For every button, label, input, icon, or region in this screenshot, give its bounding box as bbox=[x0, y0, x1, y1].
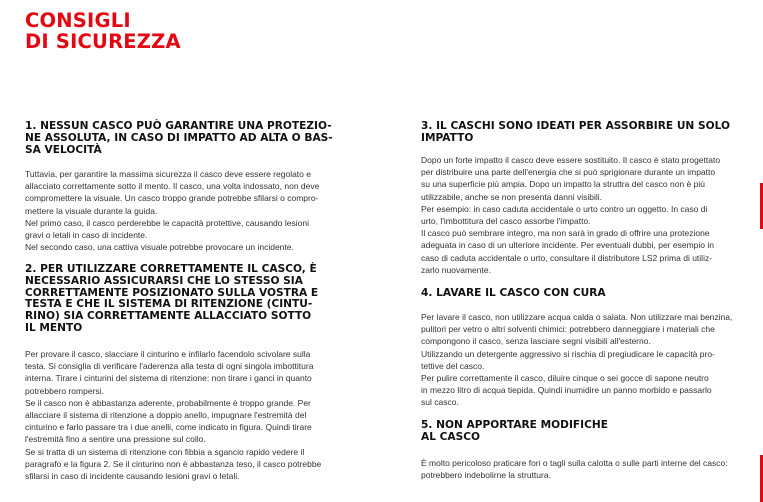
body-line: paragrafo e la figura 2. Se il cinturino non è abbastanza teso, il casco potrebbe bbox=[25, 458, 322, 469]
body-line: compromettere la visuale. Un casco troppo grande potrebbe sfilarsi o compro- bbox=[25, 193, 319, 204]
section-1-heading bbox=[25, 121, 355, 156]
heading-line: AL CASCO bbox=[421, 430, 481, 443]
body-line: Utilizzando un detergente aggressivo si rischia di pregiudicare le capacità pro- bbox=[421, 348, 715, 359]
body-line: pulitori per vetro o altri solventi chimici: potrebbero danneggiare i materiali che bbox=[421, 324, 715, 335]
body-line: sfilarsi in caso di incidente causando lesioni gravi o letali. bbox=[25, 471, 240, 482]
body-line: Nel primo caso, il casco perderebbe le capacità protettive, causando lesioni bbox=[25, 217, 309, 228]
body-line: adeguata in caso di un ulteriore incidente. Per eventuali dubbi, per esempio in bbox=[421, 240, 714, 251]
body-line: l'estremità fino a sentire una pressione sul collo. bbox=[25, 434, 206, 445]
body-line: testa. Si consiglia di verificare l'aderenza alla testa di ogni singola imbottitura bbox=[25, 361, 314, 372]
body-line: È molto pericoloso praticare fori o tagli sulla calotta o sulle parti interne del casco: bbox=[421, 458, 728, 468]
section-3-heading bbox=[421, 121, 751, 145]
section-5-heading bbox=[421, 420, 751, 444]
body-line: gravi o letali in caso di incidente. bbox=[25, 230, 148, 241]
body-line: potrebbero indebolirne la struttura. bbox=[421, 470, 551, 481]
heading-line: TESTA E CHE IL SISTEMA DI RITENZIONE (CINTU- bbox=[25, 298, 313, 311]
body-line: interna. Tirare i cinturini del sistema di ritenzione: non tirare i ganci in quanto bbox=[25, 373, 312, 384]
body-line: Se si tratta di un sistema di ritenzione con fibbia a sgancio rapido vedere il bbox=[25, 446, 305, 457]
body-line: compongono il casco, senza lasciare segni visibili all'esterno. bbox=[421, 336, 651, 347]
heading-line: IL MENTO bbox=[25, 321, 83, 334]
heading-line: RINO) SIA CORRETTAMENTE ALLACCIATO SOTTO bbox=[25, 310, 312, 323]
heading-line: NE ASSOLUTA, IN CASO DI IMPATTO AD ALTA O BAS- bbox=[25, 131, 333, 144]
body-line: Per provare il casco, slacciare il cinturino e infilarlo facendolo scivolare sulla bbox=[25, 349, 311, 359]
body-line: in mezzo litro di acqua tiepida. Quindi inumidire un panno morbido e passarlo bbox=[421, 385, 712, 396]
heading-line: 5. NON APPORTARE MODIFICHE bbox=[421, 419, 608, 431]
body-line: Il casco può sembrare integro, ma non sarà in grado di offrire una protezione bbox=[421, 228, 710, 239]
body-line: tettive del casco. bbox=[421, 360, 485, 371]
body-line: zarlo nuovamente. bbox=[421, 264, 491, 275]
body-line: allacciare il sistema di ritenzione a doppio anello, impugnare l'estremità del bbox=[25, 410, 307, 421]
body-line: Dopo un forte impatto il casco deve essere sostituito. Il casco è stato progettato bbox=[421, 155, 721, 165]
heading-line: CORRETTAMENTE POSIZIONATO SULLA VOSTRA E bbox=[25, 286, 319, 299]
heading-line: 4. LAVARE IL CASCO CON CURA bbox=[421, 287, 606, 299]
body-line: sul casco. bbox=[421, 397, 459, 408]
body-line: mettere la visuale durante la guida. bbox=[25, 205, 158, 216]
body-line: Per esempio: in caso caduta accidentale o urto contro un oggetto. In caso di bbox=[421, 203, 708, 214]
page-title bbox=[25, 10, 181, 52]
heading-line: IMPATTO bbox=[421, 131, 474, 144]
section-2-body bbox=[25, 348, 355, 482]
heading-line: 2. PER UTILIZZARE CORRETTAMENTE IL CASCO, È bbox=[25, 263, 317, 275]
heading-line: 1. NESSUN CASCO PUÒ GARANTIRE UNA PROTEZIO- bbox=[25, 120, 332, 132]
heading-line: NECESSARIO ASSICURARSI CHE LO STESSO SIA bbox=[25, 274, 303, 287]
body-line: Per pulire correttamente il casco, diluire cinque o sei gocce di sapone neutro bbox=[421, 373, 709, 384]
section-2-heading bbox=[25, 264, 355, 335]
body-line: su una superficie più ampia. Dopo un impatto la struttra del casco non è più bbox=[421, 179, 705, 190]
page-title-line: CONSIGLI bbox=[25, 9, 131, 32]
section-1-body bbox=[25, 168, 355, 253]
body-line: per distribuire una parte dell'energia che si può sprigionare durante un impatto bbox=[421, 167, 716, 178]
page-title-line: DI SICUREZZA bbox=[25, 30, 181, 53]
section-5-body bbox=[421, 457, 751, 481]
heading-line: SA VELOCITÀ bbox=[25, 143, 102, 156]
body-line: urto, l'imbottitura del casco assorbe l'impatto. bbox=[421, 216, 591, 227]
body-line: potrebbero rompersi. bbox=[25, 385, 104, 396]
section-4-body bbox=[421, 311, 751, 409]
body-line: Tuttavia, per garantire la massima sicurezza il casco deve essere regolato e bbox=[25, 169, 311, 179]
body-line: Nel secondo caso, una cattiva visuale potrebbe provocare un incidente. bbox=[25, 242, 294, 253]
section-3-body bbox=[421, 154, 751, 276]
body-line: Se il casco non è abbastanza aderente, probabilmente è troppo grande. Per bbox=[25, 397, 311, 408]
body-line: Per lavare il casco, non utilizzare acqua calda o salata. Non utilizzare mai benzina, bbox=[421, 312, 733, 322]
heading-line: 3. IL CASCHI SONO IDEATI PER ASSORBIRE UN SOLO bbox=[421, 120, 730, 132]
body-line: allacciato correttamente sotto il mento. Il casco, una volta indossato, non deve bbox=[25, 181, 320, 192]
body-line: cinturino e farlo passare tra i due anelli, come indicato in figura. Quindi tirare bbox=[25, 422, 312, 433]
section-4-heading bbox=[421, 288, 751, 300]
body-line: caso di caduta accidentale o urto, consultare il distributore LS2 prima di utiliz- bbox=[421, 252, 713, 263]
body-line: utilizzabile, anche se non presenta danni visibili. bbox=[421, 191, 602, 202]
